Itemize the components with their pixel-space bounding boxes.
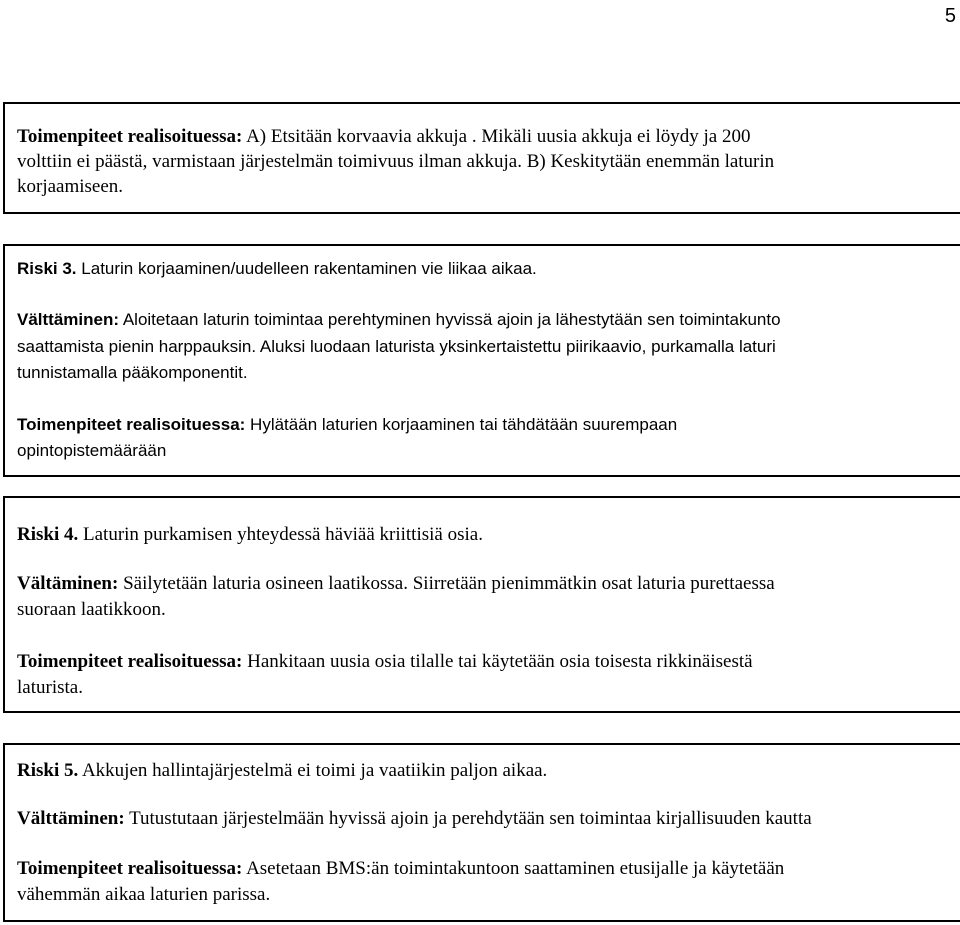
measures-3-line-1: [17, 414, 677, 436]
avoidance-3-text-1: Aloitetaan laturin toimintaa perehtyminen hyvissä ajoin ja lähestytään sen toimintakunto: [122, 310, 781, 329]
section-box-risk-4: [3, 496, 960, 713]
measures-line-3: korjaamiseen.: [17, 176, 124, 197]
measures-4-line-2: laturista.: [17, 677, 83, 698]
measures-line-1: [17, 126, 750, 148]
measures-line-2: volttiin ei päästä, varmistaan järjestelmän toimivuus ilman akkuja. B) Keskitytään enemmän laturin: [17, 151, 775, 172]
measures-5-text-1: Asetetaan BMS:än toimintakuntoon saattaminen etusijalle ja käytetään: [246, 858, 785, 879]
avoidance-3-line-1: [17, 309, 781, 331]
risk-3-line: [17, 258, 537, 280]
measures-5-line-1: [17, 858, 784, 880]
measures-label: Toimenpiteet realisoituessa:: [17, 126, 243, 147]
avoidance-4-label: Vältäminen:: [17, 573, 119, 594]
risk-4-label: Riski 4.: [17, 524, 79, 545]
avoidance-4-line-2: suoraan laatikkoon.: [17, 599, 166, 620]
measures-text: A) Etsitään korvaavia akkuja . Mikäli uusia akkuja ei löydy ja 200: [246, 126, 751, 147]
risk-3-text: Laturin korjaaminen/uudelleen rakentaminen vie liikaa aikaa.: [81, 259, 537, 278]
page-number: 5: [944, 5, 956, 27]
measures-3-line-2: opintopistemäärään: [17, 441, 167, 460]
risk-4-line: [17, 524, 483, 546]
section-box-risk-3: [3, 244, 960, 477]
measures-4-text-1: Hankitaan uusia osia tilalle tai käytetään osia toisesta rikkinäisestä: [247, 651, 753, 672]
avoidance-5-text: Tutustutaan järjestelmään hyvissä ajoin ja perehdytään sen toimintaa kirjallisuuden kautta: [129, 808, 812, 829]
avoidance-4-text-1: Säilytetään laturia osineen laatikossa. Siirretään pienimmätkin osat laturia purettaessa: [123, 573, 775, 594]
avoidance-3-label: Välttäminen:: [17, 310, 120, 329]
avoidance-5-label: Välttäminen:: [17, 808, 125, 829]
measures-4-line-1: [17, 651, 753, 673]
measures-5-label: Toimenpiteet realisoituessa:: [17, 858, 243, 879]
measures-3-text-1: Hylätään laturien korjaaminen tai tähdätään suurempaan: [250, 415, 678, 434]
avoidance-3-line-3: tunnistamalla pääkomponentit.: [17, 363, 248, 382]
risk-4-text: Laturin purkamisen yhteydessä häviää kriittisiä osia.: [83, 524, 483, 545]
risk-5-line: [17, 760, 547, 782]
risk-5-text: Akkujen hallintajärjestelmä ei toimi ja vaatiikin paljon aikaa.: [81, 760, 548, 781]
avoidance-4-line-1: [17, 573, 775, 595]
measures-5-line-2: vähemmän aikaa laturien parissa.: [17, 884, 271, 905]
risk-3-label: Riski 3.: [17, 259, 77, 278]
risk-5-label: Riski 5.: [17, 760, 79, 781]
measures-4-label: Toimenpiteet realisoituessa:: [17, 651, 243, 672]
section-box-measures-1: [3, 102, 960, 214]
avoidance-5-line: [17, 808, 812, 830]
avoidance-3-line-2: [17, 336, 776, 358]
section-box-risk-5: [3, 743, 960, 922]
avoidance-3-text-2: saattamista pienin harppauksin.: [17, 337, 257, 356]
avoidance-3-text-3: Aluksi luodaan laturista yksinkertaistettu piirikaavio, purkamalla laturi: [259, 337, 776, 356]
measures-3-label: Toimenpiteet realisoituessa:: [17, 415, 246, 434]
